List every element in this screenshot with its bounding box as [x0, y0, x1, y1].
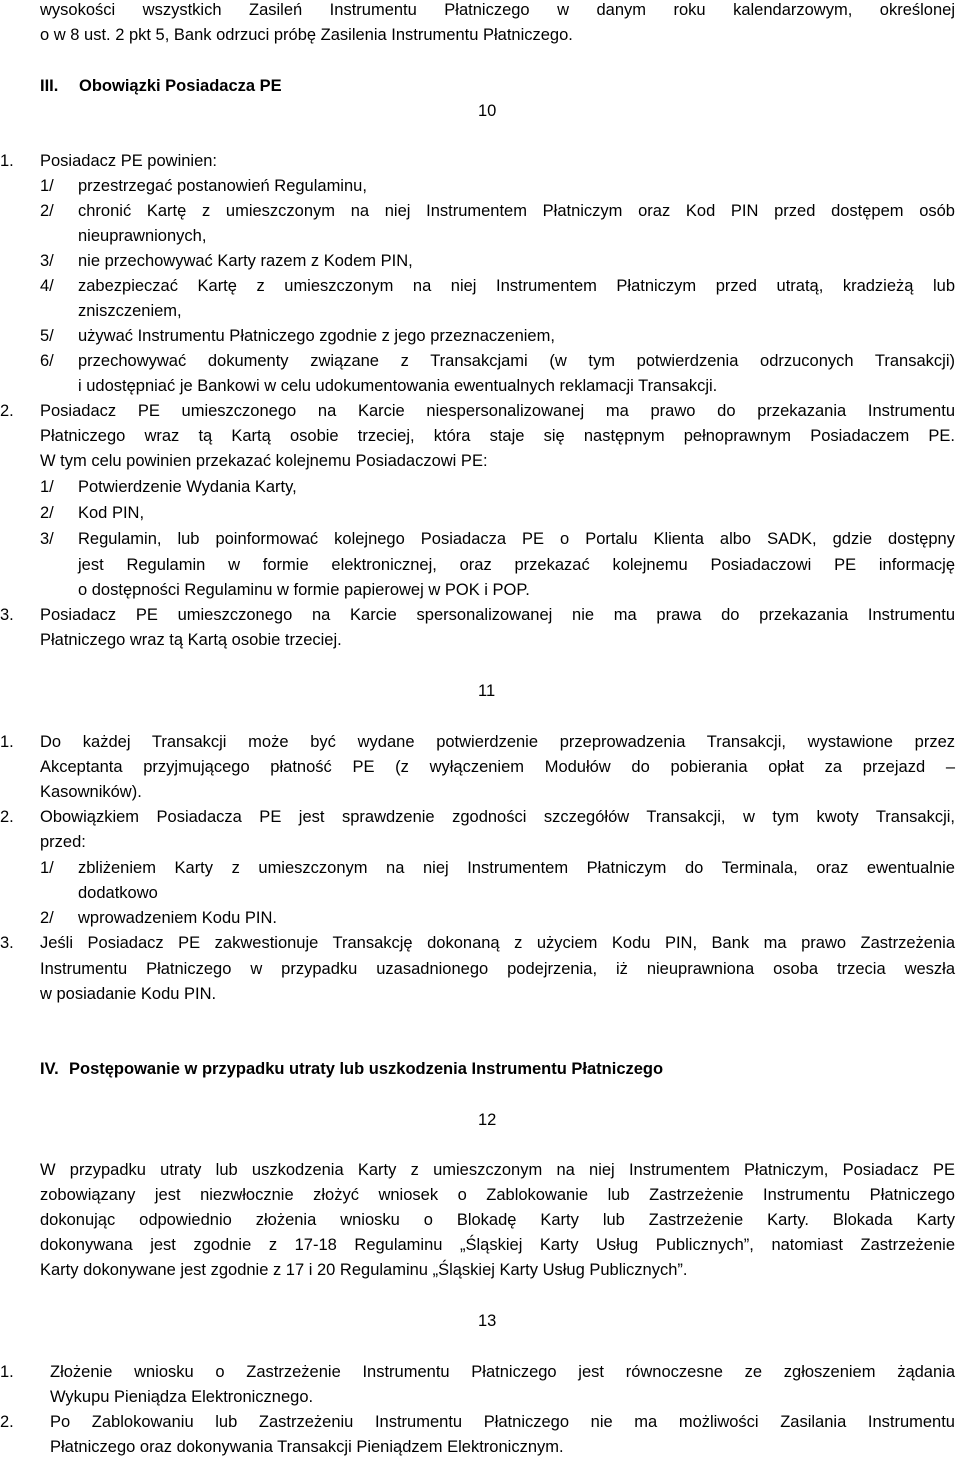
item-text: w posiadanie Kodu PIN. — [40, 985, 217, 1003]
item-text: Posiadacz PE umieszczonego na Karcie spersonalizowanej nie ma prawa do przekazania Instrumentu — [40, 606, 955, 624]
sub-item-text: przestrzegać postanowień Regulaminu, — [78, 177, 367, 195]
intro-line-1: wysokości wszystkich Zasileń Instrumentu Płatniczego w danym roku kalendarzowym, określonej — [40, 1, 955, 19]
section-3-title: Obowiązki Posiadacza PE — [79, 77, 282, 95]
section-4-number: IV. — [40, 1060, 59, 1078]
sub-item-text: Potwierdzenie Wydania Karty, — [78, 478, 297, 496]
sub-item-text: zabezpieczać Kartę z umieszczonym na niej Instrumentem Płatniczym przed utratą, kradzieżą lub — [78, 277, 955, 295]
paragraph-text: W przypadku utraty lub uszkodzenia Karty z umieszczonym na niej Instrumentem Płatniczym, Posiadacz PE — [40, 1161, 955, 1179]
sub-item-text: o dostępności Regulaminu w formie papierowej w POK i POP. — [78, 581, 530, 599]
sub-item-number: 1/ — [40, 177, 54, 195]
item-text: Złożenie wniosku o Zastrzeżenie Instrumentu Płatniczego jest równoczesne ze zgłoszeniem żądania — [50, 1363, 955, 1381]
sub-item-number: 1/ — [40, 859, 54, 877]
sub-item-text: nie przechowywać Karty razem z Kodem PIN, — [78, 252, 413, 270]
sub-item-text: Regulamin, lub poinformować kolejnego Posiadacza PE o Portalu Klienta albo SADK, gdzie dostępny — [78, 530, 955, 548]
sub-item-text: Kod PIN, — [78, 504, 145, 522]
sub-item-text: przechowywać dokumenty związane z Transakcjami (w tym potwierdzenia odrzuconych Transakcji) — [78, 352, 955, 370]
sub-item-text: dodatkowo — [78, 884, 158, 902]
item-text: Akceptanta przyjmującego płatność PE (z wyłączeniem Modułów do pobierania opłat za przejazd – — [40, 758, 955, 776]
paragraph-text: zobowiązany jest niezwłocznie złożyć wniosek o Zablokowanie lub Zastrzeżenie Instrumentu Płatniczego — [40, 1186, 955, 1204]
sub-item-text: i udostępniać je Bankowi w celu udokumentowania ewentualnych reklamacji Transakcji. — [78, 377, 718, 395]
paragraph-13-sign: 13 — [478, 1312, 497, 1330]
paragraph-text: dokonywana jest zgodnie z 17-18 Regulaminu „Śląskiej Karty Usług Publicznych”, natomiast Zastrzeżenie — [40, 1236, 955, 1254]
item-number: 1. — [0, 152, 14, 170]
section-4-title: Postępowanie w przypadku utraty lub uszkodzenia Instrumentu Płatniczego — [69, 1060, 664, 1078]
item-text: Płatniczego oraz dokonywania Transakcji Pieniądzem Elektronicznym. — [50, 1438, 564, 1456]
sub-item-number: 6/ — [40, 352, 54, 370]
item-text: Płatniczego wraz tą Kartą osobie trzeciej. — [40, 631, 342, 649]
item-text: Do każdej Transakcji może być wydane potwierdzenie przeprowadzenia Transakcji, wystawione przez — [40, 733, 955, 751]
item-number: 2. — [0, 808, 14, 826]
sub-item-number: 3/ — [40, 252, 54, 270]
sub-item-text: jest Regulamin w formie elektronicznej, oraz przekazać kolejnemu Posiadaczowi PE informację — [78, 556, 955, 574]
item-number: 1. — [0, 733, 14, 751]
sub-item-number: 2/ — [40, 504, 54, 522]
paragraph-12-sign: 12 — [478, 1111, 497, 1129]
sub-item-text: zniszczeniem, — [78, 302, 182, 320]
sub-item-number: 2/ — [40, 202, 54, 220]
item-text: Obowiązkiem Posiadacza PE jest sprawdzenie zgodności szczegółów Transakcji, w tym kwoty Transakcji, — [40, 808, 955, 826]
paragraph-text: Karty dokonywane jest zgodnie z 17 i 20 Regulaminu „Śląskiej Karty Usług Publicznych”. — [40, 1261, 688, 1279]
item-text: Wykupu Pieniądza Elektronicznego. — [50, 1388, 314, 1406]
item-text: Instrumentu Płatniczego w przypadku uzasadnionego podejrzenia, iż nieuprawniona osoba trzecia weszła — [40, 960, 955, 978]
sub-item-number: 1/ — [40, 478, 54, 496]
sub-item-number: 2/ — [40, 909, 54, 927]
item-text: Płatniczego wraz tą Kartą osobie trzeciej, która staje się następnym pełnoprawnym Posiadaczem PE. — [40, 427, 955, 445]
item-text: Po Zablokowaniu lub Zastrzeżeniu Instrumentu Płatniczego nie ma możliwości Zasilania Instrumentu — [50, 1413, 955, 1431]
item-text: Jeśli Posiadacz PE zakwestionuje Transakcję dokonaną z użyciem Kodu PIN, Bank ma prawo Zastrzeżenia — [40, 934, 955, 952]
sub-item-text: zbliżeniem Karty z umieszczonym na niej Instrumentem Płatniczym do Terminala, oraz ewentualnie — [78, 859, 955, 877]
item-text: Posiadacz PE umieszczonego na Karcie niespersonalizowanej ma prawo do przekazania Instrumentu — [40, 402, 955, 420]
section-3-number: III. — [40, 77, 59, 95]
sub-item-text: chronić Kartę z umieszczonym na niej Instrumentem Płatniczym oraz Kod PIN przed dostępem osób — [78, 202, 955, 220]
item-number: 3. — [0, 606, 14, 624]
sub-item-number: 4/ — [40, 277, 54, 295]
paragraph-10-sign: 10 — [478, 102, 497, 120]
sub-item-number: 3/ — [40, 530, 54, 548]
paragraph-text: dokonując odpowiednio złożenia wniosku o Blokadę Karty lub Zastrzeżenie Karty. Blokada Karty — [40, 1211, 955, 1229]
item-number: 3. — [0, 934, 14, 952]
item-text: Posiadacz PE powinien: — [40, 152, 218, 170]
item-text: Kasowników). — [40, 783, 142, 801]
intro-line-2: o w 8 ust. 2 pkt 5, Bank odrzuci próbę Zasilenia Instrumentu Płatniczego. — [40, 26, 573, 44]
sub-item-text: wprowadzeniem Kodu PIN. — [78, 909, 278, 927]
item-number: 1. — [0, 1363, 14, 1381]
item-text: przed: — [40, 833, 86, 851]
item-number: 2. — [0, 402, 14, 420]
sub-item-text: używać Instrumentu Płatniczego zgodnie z jego przeznaczeniem, — [78, 327, 555, 345]
sub-item-number: 5/ — [40, 327, 54, 345]
paragraph-11-sign: 11 — [478, 682, 496, 700]
sub-item-text: nieuprawnionych, — [78, 227, 207, 245]
item-text: W tym celu powinien przekazać kolejnemu Posiadaczowi PE: — [40, 452, 488, 470]
item-number: 2. — [0, 1413, 14, 1431]
